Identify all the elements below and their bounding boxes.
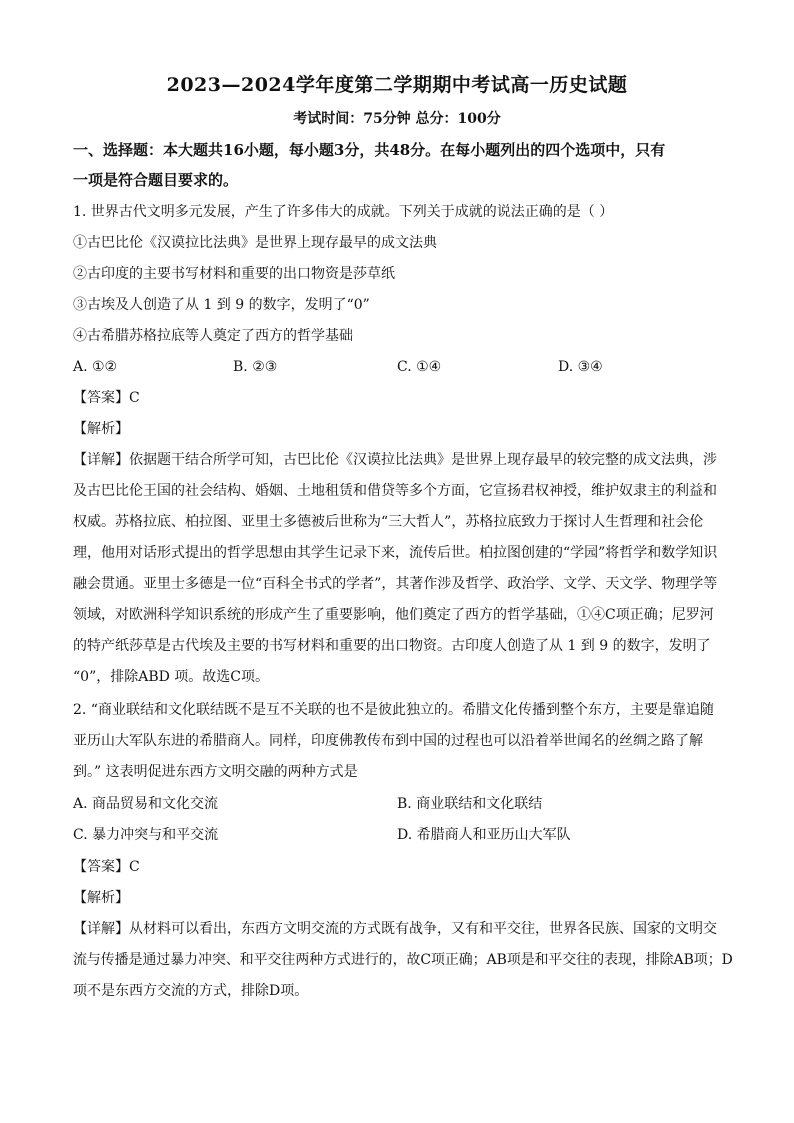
q1-analysis-label: 【解析】 — [73, 421, 129, 437]
q1-item-3: ③古埃及人创造了从 1 到 9 的数字，发明了“0” — [73, 297, 370, 313]
q2-stem-line: 2. “商业联结和文化联结既不是互不关联的也不是彼此独立的。希腊文化传播到整个东方，主要是靠追随 — [73, 702, 714, 718]
q2-stem-line: 到。” 这表明促进东西方文明交融的两种方式是 — [73, 764, 358, 780]
q2-detail-line: 【详解】从材料可以看出，东西方文明交流的方式既有战争，又有和平交往，世界各民族、国家的文明交 — [73, 921, 717, 937]
q2-option-d: D. 希腊商人和亚历山大军队 — [397, 827, 571, 843]
q1-detail-line: 及古巴比伦王国的社会结构、婚姻、土地租赁和借贷等多个方面，它宣扬君权神授，维护奴隶主的利益和 — [73, 483, 717, 499]
q1-detail-line: 权威。苏格拉底、柏拉图、亚里士多德被后世称为“三大哲人”，苏格拉底致力于探讨人生哲理和社会伦 — [73, 514, 704, 530]
q1-option-d: D. ③④ — [558, 359, 603, 375]
q2-stem-line: 亚历山大军队东进的希腊商人。同样，印度佛教传布到中国的过程也可以沿着举世闻名的丝绸之路了解 — [73, 733, 703, 749]
q1-detail-line: 【详解】依据题干结合所学可知，古巴比伦《汉谟拉比法典》是世界上现存最早的较完整的成文法典，涉 — [73, 452, 717, 468]
section-heading: 一、选择题：本大题共16小题，每小题3分，共48分。在每小题列出的四个选项中，只有 — [73, 141, 666, 159]
section-heading-cont: 一项是符合题目要求的。 — [73, 171, 239, 189]
q1-detail-line: 融会贯通。亚里士多德是一位“百科全书式的学者”，其著作涉及哲学、政治学、文学、天文学、物理学等 — [73, 576, 718, 592]
q2-option-b: B. 商业联结和文化联结 — [397, 796, 543, 812]
q2-detail-line: 流与传播是通过暴力冲突、和平交往两种方式进行的，故C项正确；AB项是和平交往的表现，排除AB项；D — [73, 952, 733, 968]
q1-detail-line: 的特产纸莎草是古代埃及主要的书写材料和重要的出口物资。古印度人创造了从 1 到 9 的数字，发明了 — [73, 638, 711, 654]
q1-option-b: B. ②③ — [233, 359, 278, 375]
q1-answer: 【答案】C — [73, 390, 140, 406]
page-title: 2023—2024学年度第二学期期中考试高一历史试题 — [166, 74, 628, 96]
q2-option-c: C. 暴力冲突与和平交流 — [73, 827, 219, 843]
q1-item-2: ②古印度的主要书写材料和重要的出口物资是莎草纸 — [73, 266, 395, 282]
q1-detail-line: “0”，排除ABD 项。故选C项。 — [73, 669, 270, 685]
q1-item-1: ①古巴比伦《汉谟拉比法典》是世界上现存最早的成文法典 — [73, 235, 437, 251]
q1-detail-line: 理，他用对话形式提出的哲学思想由其学生记录下来，流传后世。柏拉图创建的“学园”将哲学和数学知识 — [73, 545, 718, 561]
q2-answer: 【答案】C — [73, 859, 140, 875]
q1-option-c: C. ①④ — [397, 359, 442, 375]
q1-stem: 1. 世界古代文明多元发展，产生了许多伟大的成就。下列关于成就的说法正确的是（ ） — [73, 204, 614, 220]
q1-item-4: ④古希腊苏格拉底等人奠定了西方的哲学基础 — [73, 328, 353, 344]
exam-info: 考试时间：75分钟 总分：100分 — [293, 111, 501, 127]
q2-detail-line: 项不是东西方交流的方式，排除D项。 — [73, 983, 309, 999]
q1-option-a: A. ①② — [73, 359, 118, 375]
q2-option-a: A. 商品贸易和文化交流 — [73, 796, 219, 812]
q1-detail-line: 领域，对欧洲科学知识系统的形成产生了重要影响，他们奠定了西方的哲学基础，①④C项正确；尼罗河 — [73, 607, 714, 623]
q2-analysis-label: 【解析】 — [73, 890, 129, 906]
